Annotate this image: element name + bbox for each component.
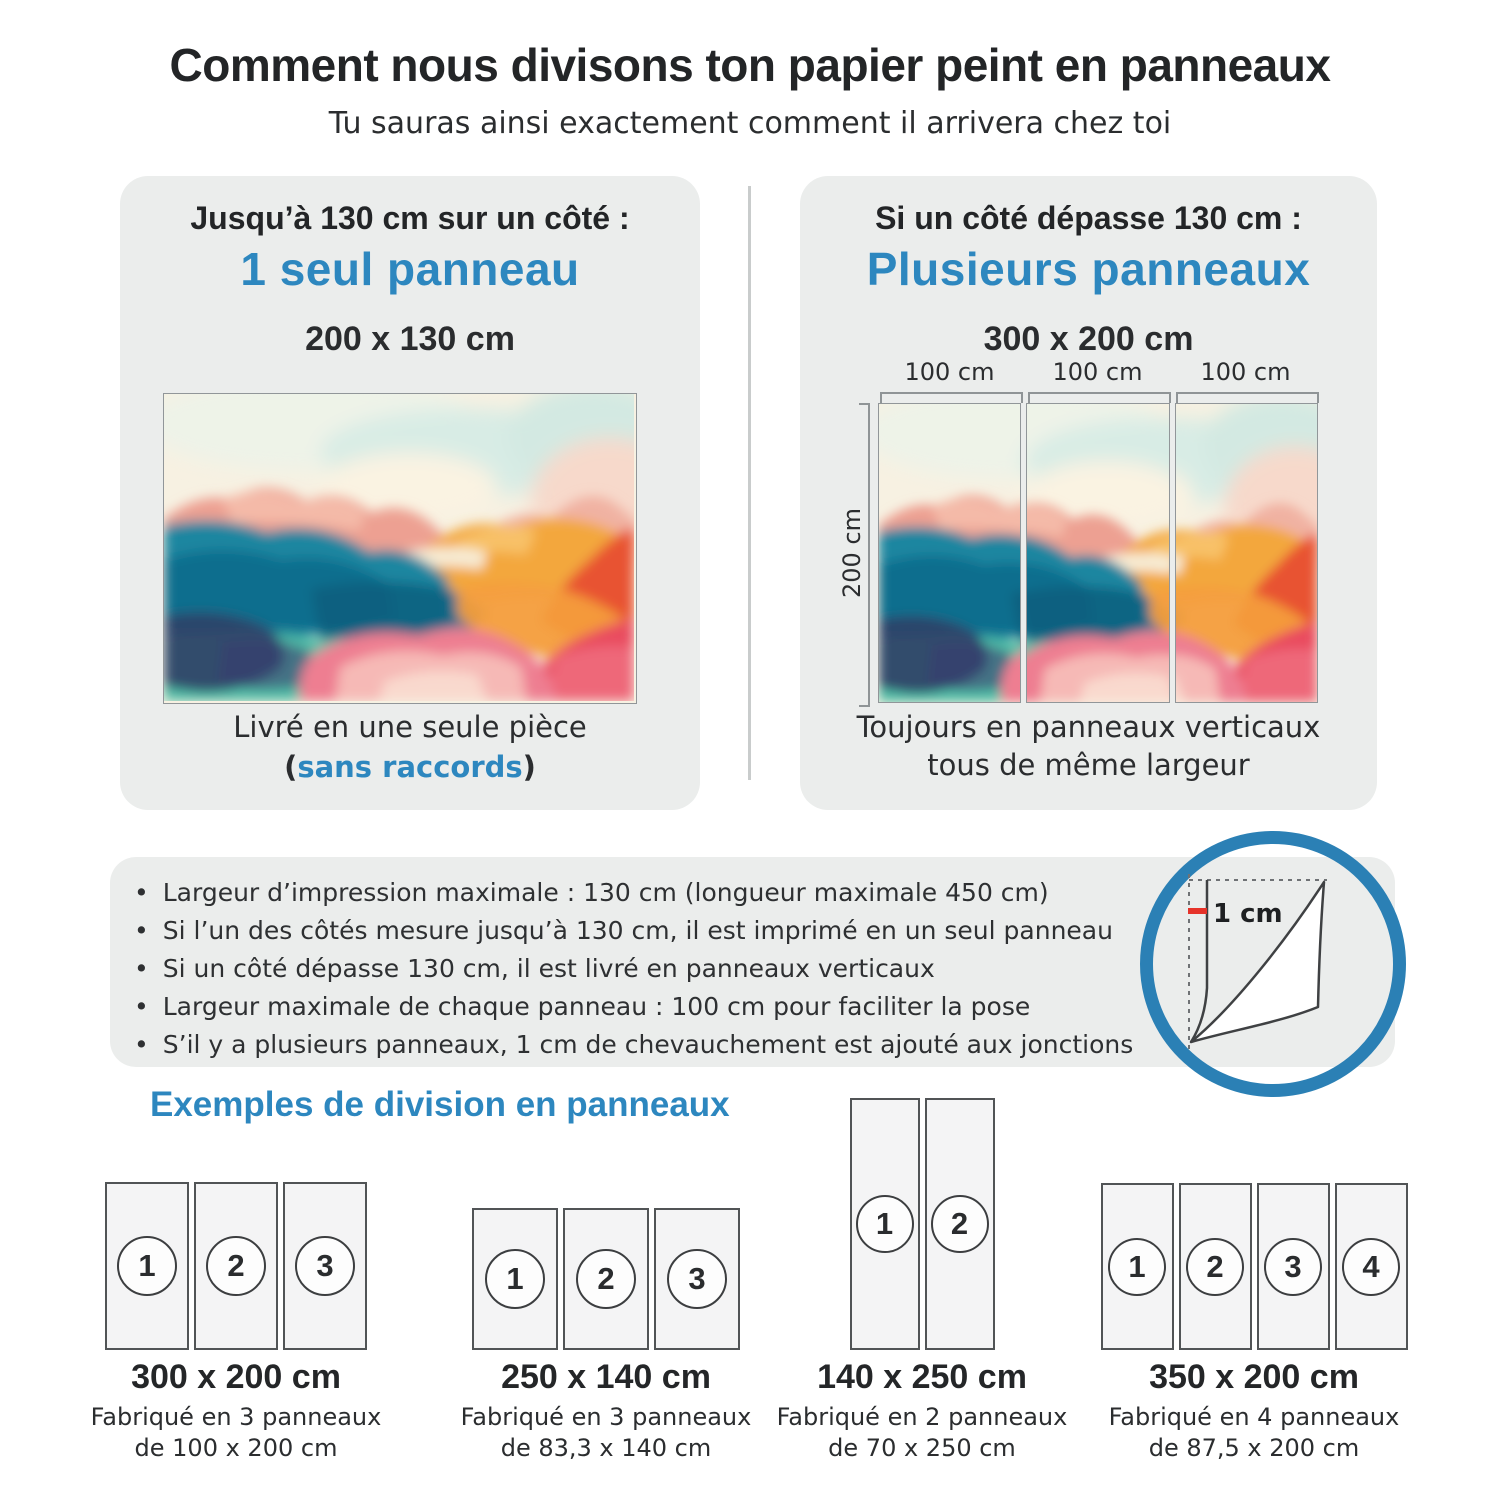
width-bracket-1	[880, 392, 1023, 403]
example-panel	[472, 1208, 558, 1350]
panel-number-badge: 2	[206, 1236, 266, 1296]
example-140x250	[756, 1080, 1088, 1480]
panel-number-badge: 2	[576, 1249, 636, 1309]
example-panel	[1335, 1183, 1408, 1350]
width-bracket-2	[1028, 392, 1171, 403]
overlap-badge	[1140, 831, 1406, 1097]
example-panel	[850, 1098, 920, 1350]
page-subtitle: Tu sauras ainsi exactement comment il arrivera chez toi	[328, 106, 1172, 141]
panel-number-badge: 1	[856, 1195, 914, 1253]
rule-item: • Si un côté dépasse 130 cm, il est livré en panneaux verticaux	[134, 950, 1395, 988]
panel-number-badge: 2	[1186, 1238, 1244, 1296]
single-panel-result: 1 seul panneau	[240, 243, 580, 295]
example-size: 250 x 140 cm	[501, 1358, 711, 1396]
example-panel	[563, 1208, 649, 1350]
panel-number-badge: 1	[117, 1236, 177, 1296]
example-desc-line2: de 70 x 250 cm	[828, 1434, 1016, 1462]
overlap-measurement-label: 1 cm	[1213, 899, 1283, 929]
multi-panel-condition: Si un côté dépasse 130 cm :	[875, 200, 1302, 236]
single-panel-condition: Jusqu’à 130 cm sur un côté :	[190, 200, 630, 236]
panel-number-badge: 2	[931, 1195, 989, 1253]
example-desc-line1: Fabriqué en 4 panneaux	[1108, 1403, 1400, 1431]
example-desc-line1: Fabriqué en 3 panneaux	[90, 1403, 382, 1431]
multi-panel-caption-line1: Toujours en panneaux verticaux	[856, 710, 1321, 744]
example-panel	[283, 1182, 367, 1350]
example-size: 140 x 250 cm	[817, 1358, 1027, 1396]
panel-width-label-2: 100 cm	[1052, 358, 1143, 386]
example-size: 300 x 200 cm	[131, 1358, 341, 1396]
examples-heading: Exemples de division en panneaux	[150, 1085, 730, 1124]
page-title: Comment nous divisons ton papier peint en panneaux	[169, 39, 1331, 91]
example-desc-line2: de 83,3 x 140 cm	[500, 1434, 712, 1462]
width-bracket-3	[1176, 392, 1319, 403]
rule-item: • Largeur d’impression maximale : 130 cm (longueur maximale 450 cm)	[134, 874, 1395, 912]
wallpaper-preview-split	[878, 403, 1318, 703]
panel-number-badge: 1	[1108, 1238, 1166, 1296]
panel-width-label-3: 100 cm	[1200, 358, 1291, 386]
example-250x140	[440, 1080, 772, 1480]
example-panel	[654, 1208, 740, 1350]
example-panels	[440, 1208, 772, 1350]
example-panels	[1078, 1183, 1430, 1350]
example-panel	[1179, 1183, 1252, 1350]
single-panel-caption: Livré en une seule pièce	[233, 710, 587, 744]
example-panel	[1101, 1183, 1174, 1350]
example-description	[756, 1402, 1088, 1464]
wallpaper-panel-2	[1026, 403, 1169, 703]
single-panel-size: 200 x 130 cm	[305, 320, 515, 358]
example-panels	[70, 1182, 402, 1350]
panel-number-badge: 3	[667, 1249, 727, 1309]
example-panel	[105, 1182, 189, 1350]
panel-width-label-1: 100 cm	[904, 358, 995, 386]
rule-item: • Largeur maximale de chaque panneau : 100 cm pour faciliter la pose	[134, 988, 1395, 1026]
example-desc-line2: de 87,5 x 200 cm	[1148, 1434, 1360, 1462]
example-size: 350 x 200 cm	[1149, 1358, 1359, 1396]
panel-height-label: 200 cm	[838, 508, 866, 599]
paren-close: )	[522, 750, 536, 784]
example-panel	[925, 1098, 995, 1350]
caption-highlight: sans raccords	[297, 750, 523, 784]
panel-number-badge: 3	[1264, 1238, 1322, 1296]
example-panel	[194, 1182, 278, 1350]
wallpaper-panel-3	[1175, 403, 1318, 703]
overlap-page-curl-icon	[1175, 868, 1345, 1058]
example-description	[440, 1402, 772, 1464]
example-desc-line1: Fabriqué en 3 panneaux	[460, 1403, 752, 1431]
multi-panel-caption-line2: tous de même largeur	[927, 748, 1250, 782]
wallpaper-preview-single	[163, 393, 637, 704]
example-desc-line2: de 100 x 200 cm	[134, 1434, 338, 1462]
example-description	[70, 1402, 402, 1464]
cards-divider	[748, 186, 751, 780]
panel-number-badge: 3	[295, 1236, 355, 1296]
example-panel	[1257, 1183, 1330, 1350]
example-panels	[756, 1098, 1088, 1350]
multi-panel-size: 300 x 200 cm	[983, 320, 1194, 358]
wallpaper-panel-1	[878, 403, 1021, 703]
example-350x200	[1078, 1080, 1430, 1480]
example-300x200	[70, 1080, 402, 1480]
example-desc-line1: Fabriqué en 2 panneaux	[776, 1403, 1068, 1431]
panel-number-badge: 1	[485, 1249, 545, 1309]
panel-number-badge: 4	[1342, 1238, 1400, 1296]
rule-item: • Si l’un des côtés mesure jusqu’à 130 cm, il est imprimé en un seul panneau	[134, 912, 1395, 950]
single-panel-caption-note	[120, 750, 700, 784]
multi-panel-card	[800, 176, 1377, 810]
single-panel-card	[120, 176, 700, 810]
example-description	[1078, 1402, 1430, 1464]
multi-panel-result: Plusieurs panneaux	[866, 243, 1311, 295]
rule-item: • S’il y a plusieurs panneaux, 1 cm de chevauchement est ajouté aux jonctions	[134, 1026, 1395, 1064]
paren-open: (	[284, 750, 298, 784]
